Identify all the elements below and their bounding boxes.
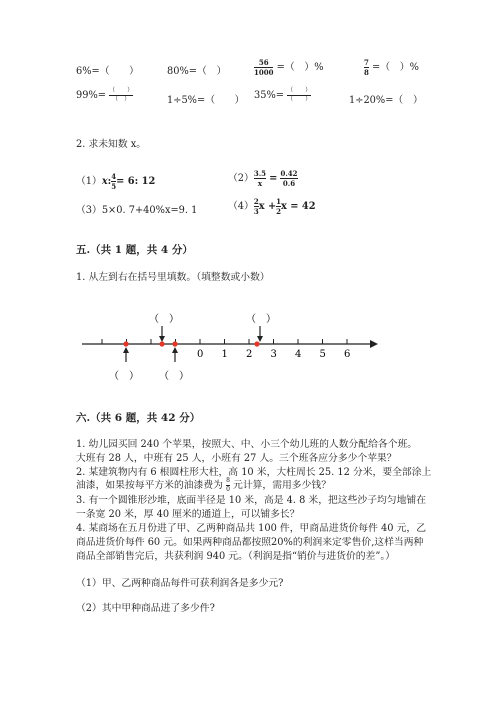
subquestion-2: （2）其中甲种商品进了多少件? <box>76 603 215 614</box>
denominator: 0.6 <box>282 179 296 188</box>
fraction <box>364 59 369 76</box>
item-35-percent <box>254 88 311 103</box>
equation-label: （1） <box>76 176 102 187</box>
tick-label: 4 <box>295 349 302 360</box>
problem-4-line-2: 商品进货价每件 60 元。如果两种商品都按照20%的利润来定零售价,这样当两种 <box>76 537 424 548</box>
problem-1-line-2: 大班有 28 人，中班有 25 人，小班有 27 人。三个班各应分多少个苹果？ <box>76 453 397 464</box>
item-7-over-8 <box>364 59 419 76</box>
item-80-percent: 80%=（ ） <box>167 66 227 77</box>
equation-tail: = 6: 12 <box>116 176 156 187</box>
problem-4-line-3: 商品全部销售完后，共获利润 940 元。（利润是指“销价与进货价的差”。） <box>76 551 396 562</box>
section-5-title: 五.（共 1 题，共 4 分） <box>76 244 193 256</box>
item-56-over-1000 <box>254 59 324 76</box>
blank-above-2: （ ） <box>246 314 276 325</box>
denominator: 8 <box>364 68 369 77</box>
numerator: 3.5 <box>253 169 267 178</box>
denominator: 5 <box>111 182 117 191</box>
problem-3-line-2: 一条宽 20 米，厚 40 厘米的通道上，可以铺多长？ <box>76 509 300 520</box>
variable-x: x <box>101 176 108 187</box>
equation-label: （2） <box>228 173 254 184</box>
fraction-left <box>254 170 266 187</box>
item-99-percent <box>76 88 133 103</box>
fraction <box>226 478 230 493</box>
down-arrow-head-icon <box>159 336 165 342</box>
blank-below-1: （ ） <box>109 371 139 382</box>
equation-middle: x + <box>258 201 277 212</box>
subquestion-1: （1）甲、乙两种商品每件可获利润各是多少元? <box>76 578 284 589</box>
section-5-question-1: 1. 从左到右在括号里填数。（填整数或小数） <box>76 272 270 283</box>
denominator: 2 <box>276 207 282 216</box>
numerator: 1 <box>276 197 282 206</box>
tick-label: 5 <box>319 349 326 360</box>
item-6-percent: 6%=（ ） <box>76 66 139 77</box>
section-6-title: 六.（共 6 题，共 42 分） <box>76 412 201 424</box>
numerator: 8 <box>226 477 230 484</box>
fraction <box>254 59 273 76</box>
fraction-blank <box>109 88 133 103</box>
arrowhead-icon <box>370 340 378 348</box>
text-segment: 油漆，如果按每平方米的油漆费为 <box>76 480 223 491</box>
up-arrow-head-icon <box>172 347 178 353</box>
red-point <box>172 341 177 346</box>
down-arrow-head-icon <box>257 336 263 342</box>
numerator: 7 <box>364 58 369 67</box>
red-point <box>123 341 128 346</box>
number-line <box>0 300 500 390</box>
tick-label: 1 <box>221 349 228 360</box>
fraction-right <box>280 170 297 187</box>
equation-2 <box>228 170 298 187</box>
tick-marks <box>102 339 350 360</box>
expression-head: 35%= <box>254 90 284 101</box>
denominator: 0 <box>226 486 230 493</box>
problem-2-line-1: 2. 某建筑物内有 6 根圆柱形大柱，高 10 米，大柱周长 25. 12 分米，要全部涂上 <box>76 467 432 478</box>
equation-1 <box>76 173 155 190</box>
red-point <box>254 341 259 346</box>
numerator: 2 <box>253 197 259 206</box>
tick-label: 6 <box>344 349 351 360</box>
numerator-blank: （ ） <box>287 87 312 94</box>
expression-tail: =（ ）% <box>276 62 324 73</box>
numerator: 4 <box>111 172 117 181</box>
item-1-div-5-percent: 1÷5%=（ ） <box>167 95 245 106</box>
ratio-colon: : <box>107 176 112 187</box>
equation-label: （4） <box>228 201 254 212</box>
expression-head: 99%= <box>76 90 106 101</box>
question-2-title: 2. 求未知数 x。 <box>76 139 147 150</box>
problem-2-line-2 <box>76 477 331 493</box>
tick-label: 3 <box>270 349 277 360</box>
problem-1-line-1: 1. 幼儿园买回 240 个苹果，按照大、中、小三个幼儿班的人数分配给各个班。 <box>76 439 418 450</box>
equation-3: （3）5×0. 7+40%x=9. 1 <box>76 205 198 216</box>
numerator-blank: （ ） <box>109 87 134 94</box>
denominator-blank: （ ） <box>112 96 131 103</box>
blank-below-2: （ ） <box>159 371 189 382</box>
blank-above-1: （ ） <box>149 314 179 325</box>
equals-sign: = <box>269 173 278 184</box>
denominator-blank: （ ） <box>287 96 312 103</box>
problem-3-line-1: 3. 有一个圆锥形沙堆，底面半径是 10 米，高是 4. 8 米，把这些沙子均匀地铺在 <box>76 495 426 506</box>
equation-tail: x = 42 <box>281 201 316 212</box>
equation-4 <box>228 198 316 215</box>
problem-4-line-1: 4. 某商场在五月份进了甲、乙两种商品共 100 件，甲商品进货价每件 40 元，乙 <box>76 523 426 534</box>
expression-tail: =（ ）% <box>372 62 419 73</box>
tick-label: 0 <box>197 349 204 360</box>
item-1-div-20-percent: 1÷20%=（ ） <box>349 95 423 106</box>
denominator: x <box>257 179 263 188</box>
numerator: 0.42 <box>280 169 298 178</box>
fraction-blank <box>287 88 311 103</box>
numerator: 56 <box>258 58 269 67</box>
up-arrow-head-icon <box>123 347 129 353</box>
text-segment: 元计算，需用多少钱？ <box>233 480 331 491</box>
denominator: 3 <box>253 207 259 216</box>
red-point <box>159 341 164 346</box>
denominator: 1000 <box>254 68 274 77</box>
tick-label: 2 <box>246 349 253 360</box>
